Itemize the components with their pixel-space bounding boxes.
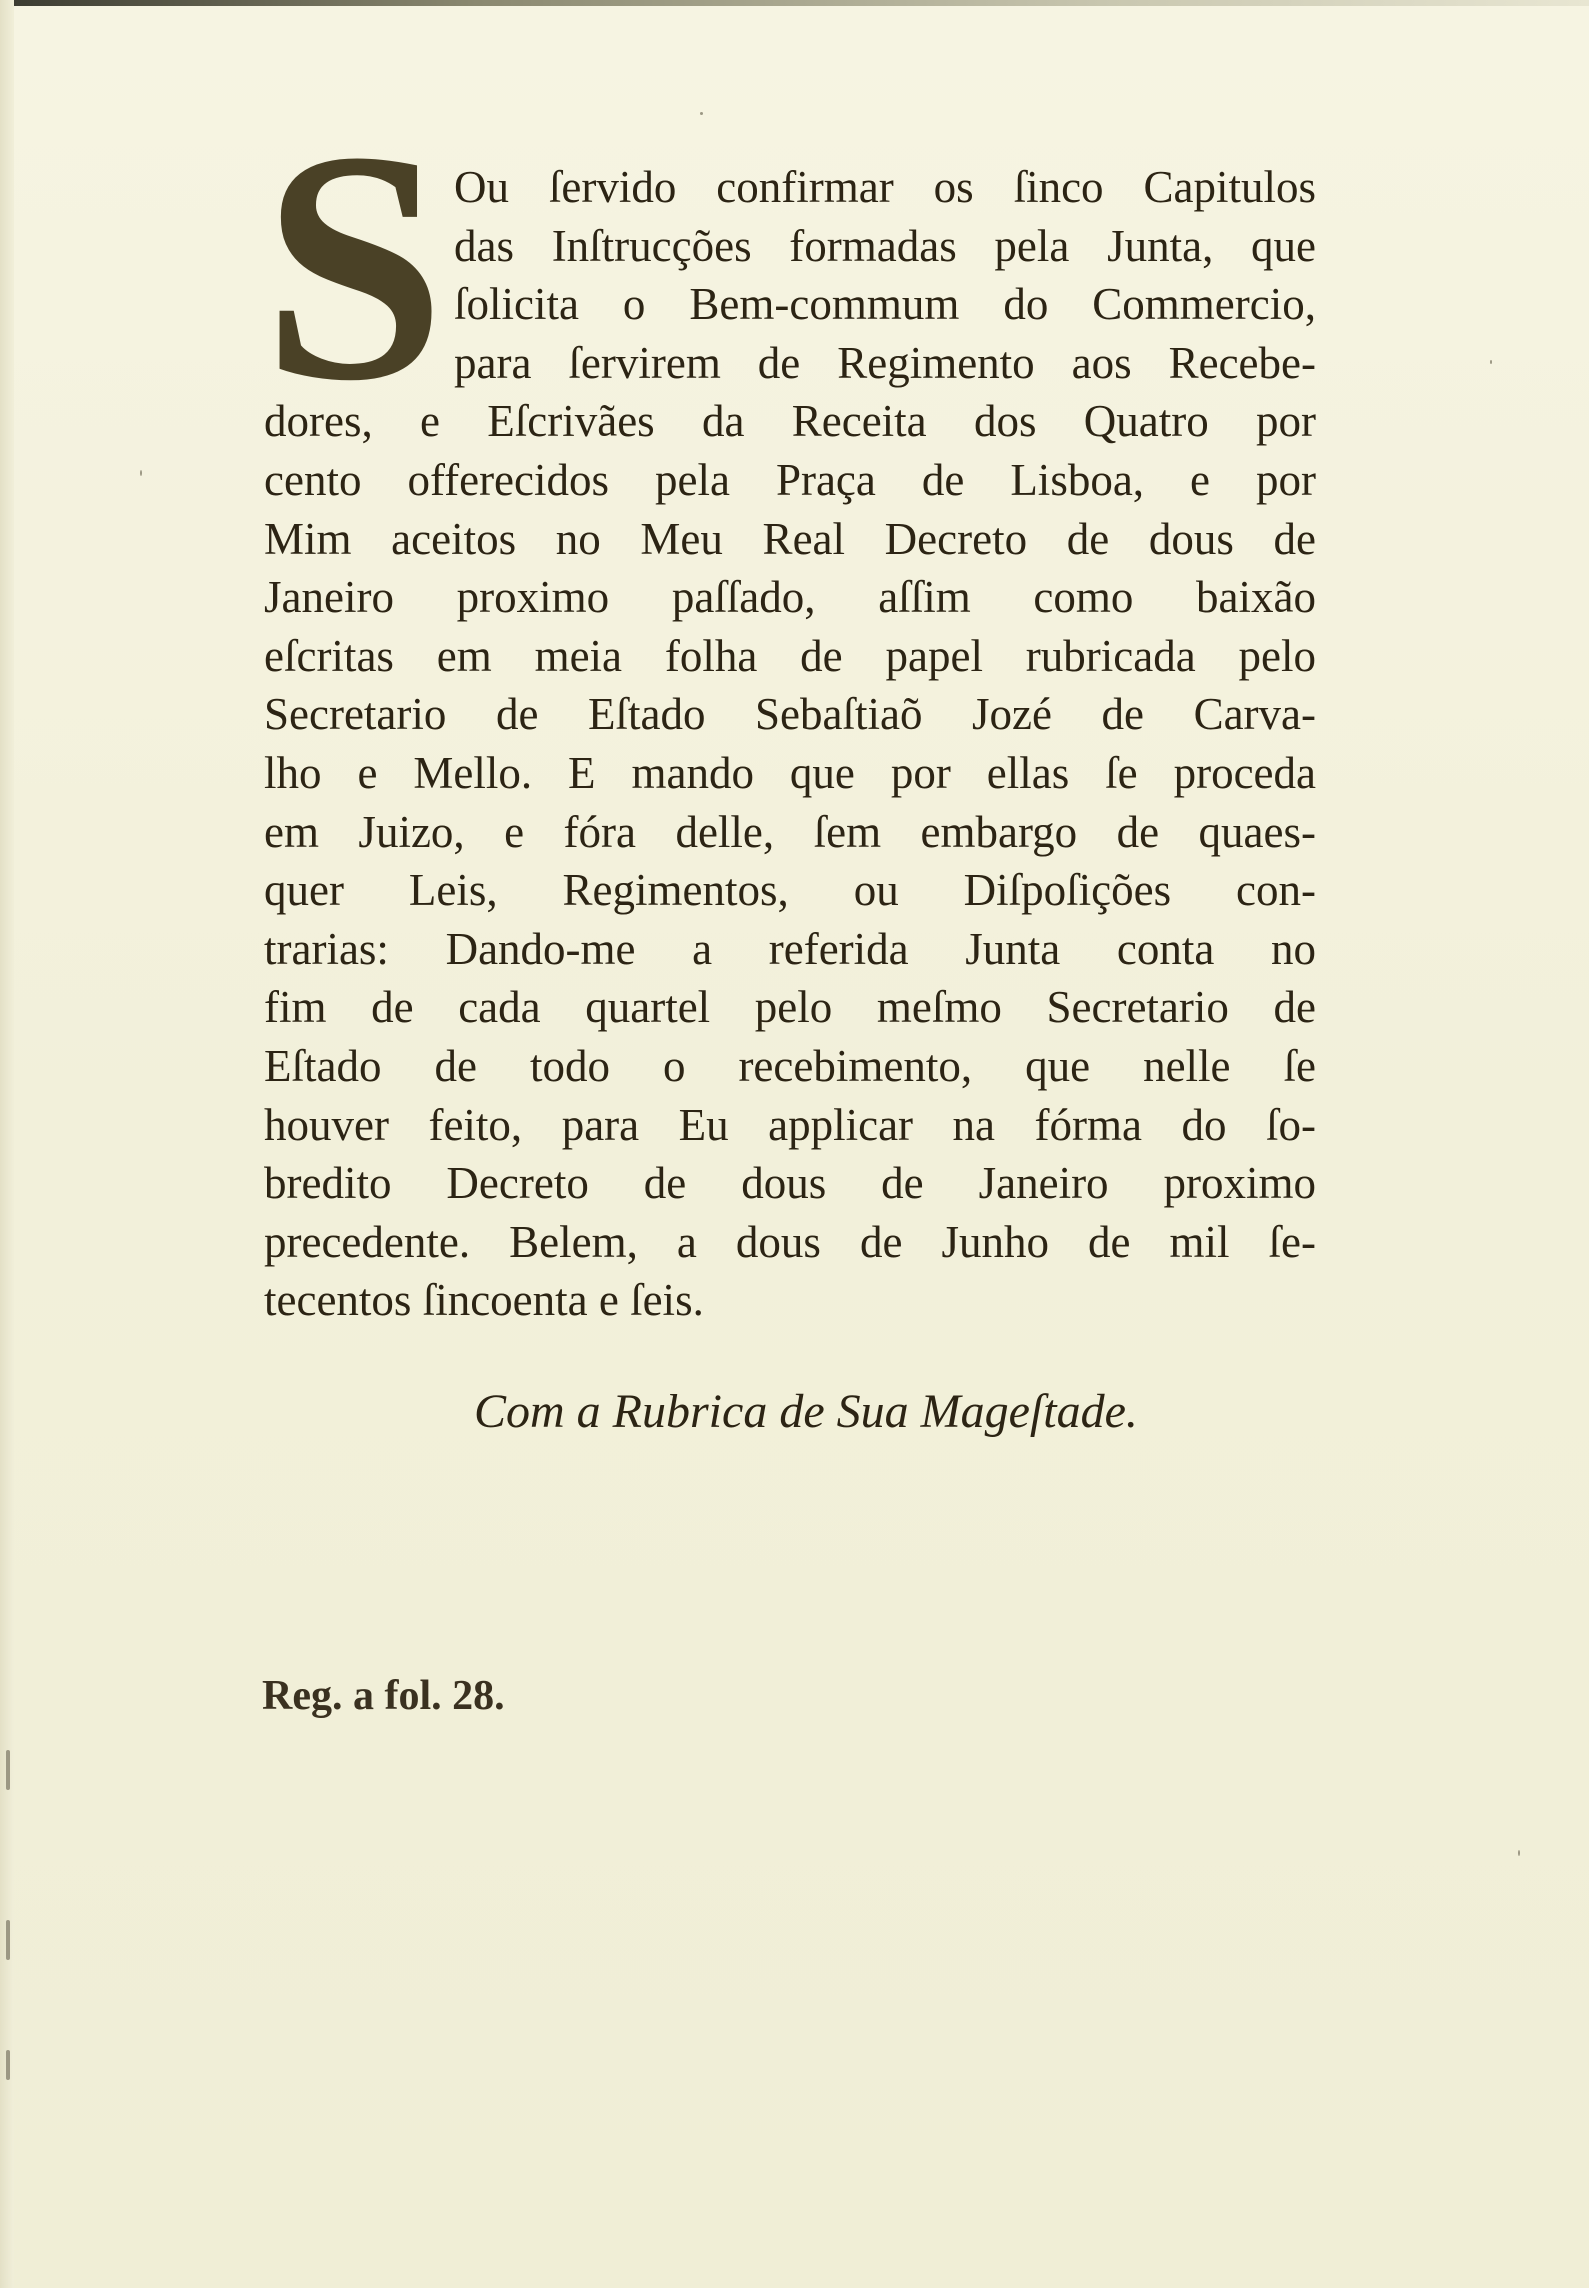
text-line: fim de cada quartel pelo meſmo Secretario de (264, 982, 1316, 1033)
text-line: dores, e Eſcrivães da Receita dos Quatro por (264, 396, 1316, 447)
text-line: das Inſtrucções formadas pela Junta, que (454, 220, 1316, 271)
paper-speck (1518, 1850, 1520, 1856)
paper-speck (140, 470, 142, 476)
decree-body (264, 158, 1316, 1330)
paper-speck (6, 1750, 10, 1790)
paper-speck (700, 112, 703, 115)
text-line: ſolicita o Bem-commum do Commercio, (454, 279, 1316, 330)
text-line: Ou ſervido confirmar os ſinco Capitulos (454, 162, 1316, 212)
text-line: precedente. Belem, a dous de Junho de mil ſe- (264, 1216, 1316, 1267)
text-line: lho e Mello. E mando que por ellas ſe proceda (264, 747, 1316, 798)
text-line: tecentos ſincoenta e ſeis. (264, 1275, 704, 1326)
page-top-edge (0, 0, 1589, 6)
paper-speck (6, 1920, 10, 1960)
text-line: Mim aceitos no Meu Real Decreto de dous de (264, 513, 1316, 564)
text-line: houver feito, para Eu applicar na fórma do ſo- (264, 1099, 1316, 1150)
drop-cap: S (262, 84, 446, 449)
register-note: Reg. a fol. 28. (262, 1673, 505, 1719)
paper-speck (1490, 360, 1492, 364)
paper-speck (6, 2050, 10, 2080)
text-line: eſcritas em meia folha de papel rubricada pelo (264, 630, 1316, 681)
text-line: quer Leis, Regimentos, ou Diſpoſições con- (264, 865, 1316, 916)
text-line: cento offerecidos pela Praça de Lisboa, e por (264, 454, 1316, 505)
signature-line: Com a Rubrica de Sua Mageſtade. (474, 1385, 1138, 1438)
text-line: em Juizo, e fóra delle, ſem embargo de quaes- (264, 806, 1316, 857)
text-line: bredito Decreto de dous de Janeiro proximo (264, 1158, 1316, 1209)
text-line: Janeiro proximo paſſado, aſſim como baixão (264, 572, 1316, 623)
text-line: para ſervirem de Regimento aos Recebe- (454, 337, 1316, 388)
text-line: trarias: Dando-me a referida Junta conta no (264, 923, 1316, 974)
text-line: Eſtado de todo o recebimento, que nelle ſe (264, 1040, 1316, 1091)
text-line: Secretario de Eſtado Sebaſtiaõ Jozé de Carva- (264, 689, 1316, 740)
